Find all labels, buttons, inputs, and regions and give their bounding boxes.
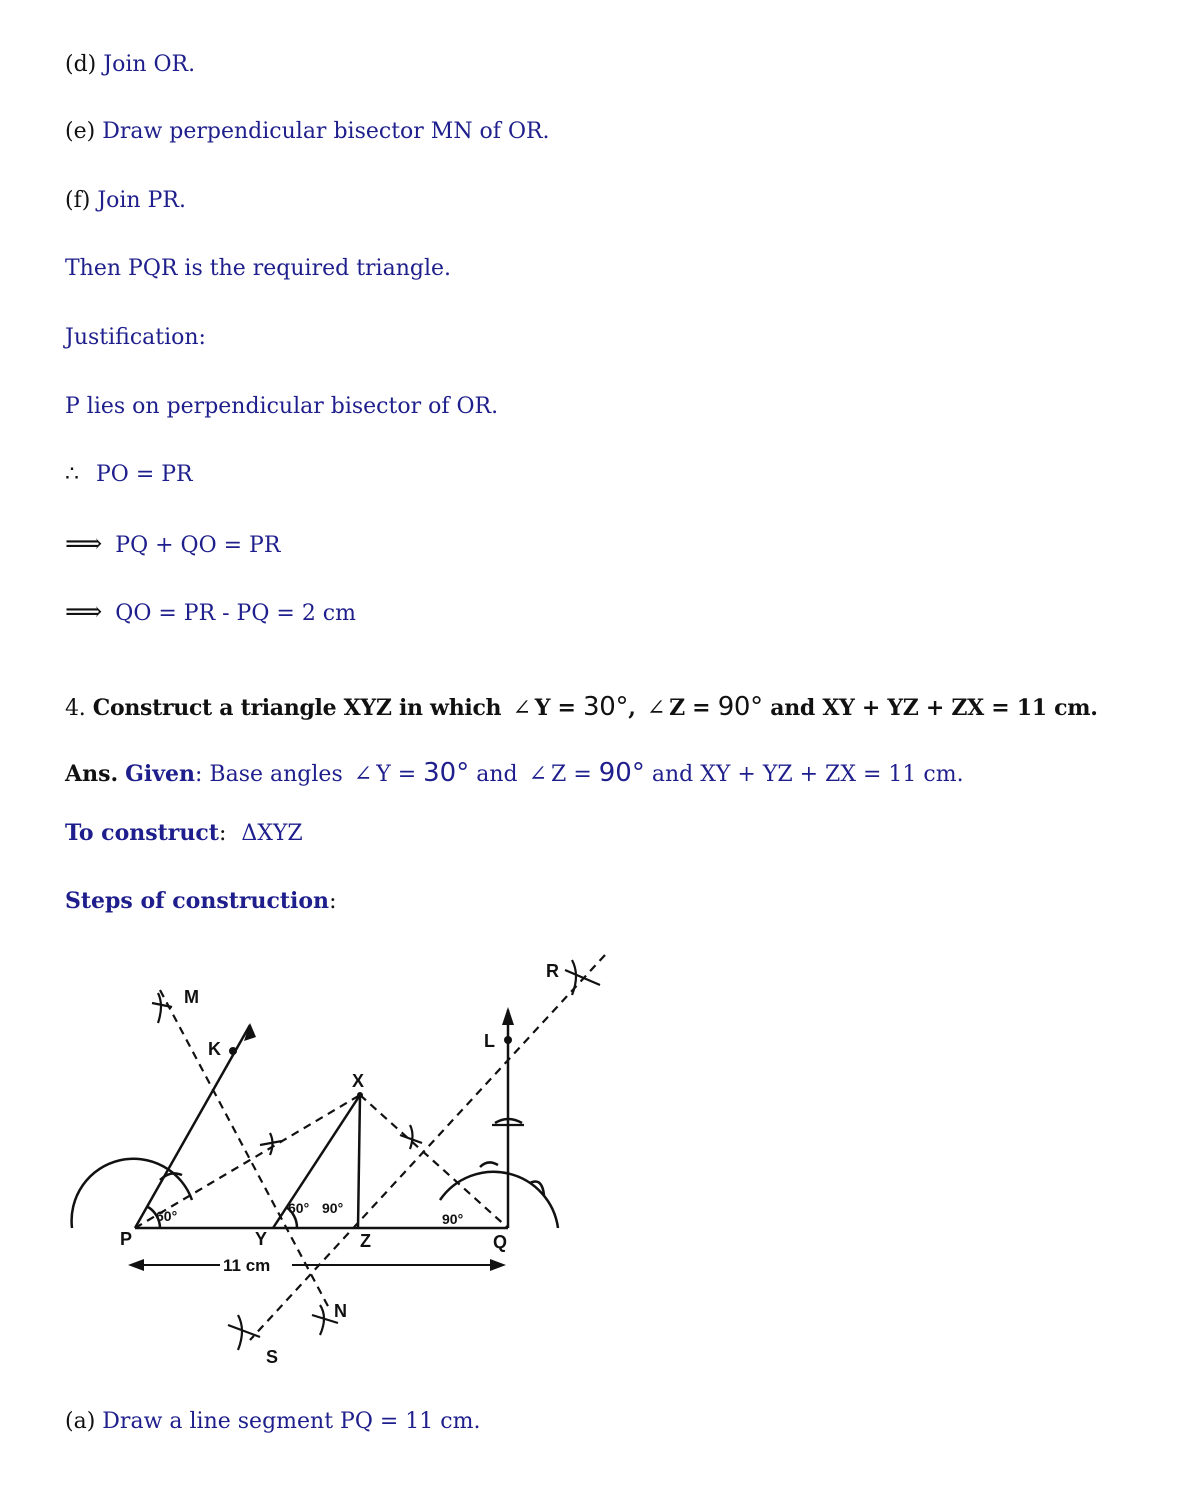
bisector-rs [250, 955, 605, 1340]
steps-heading-text: Steps of construction [65, 888, 330, 914]
and-text: and [476, 762, 518, 787]
angle-label-q: 90° [442, 1211, 464, 1227]
cross-mark [260, 1133, 282, 1155]
construction-figure [60, 945, 620, 1380]
angle-icon: ∠ [512, 696, 531, 721]
to-construct: To construct: ΔXYZ [65, 820, 303, 846]
answer-given [65, 758, 964, 790]
step-label: (f) [65, 188, 91, 213]
justification-line3 [65, 529, 280, 561]
point-k [229, 1047, 237, 1055]
step-a [65, 1407, 480, 1437]
dashed-xq [360, 1095, 508, 1228]
given-text-a: : Base angles [195, 762, 343, 787]
given-label: Given [125, 761, 196, 787]
ans-label: Ans. [65, 761, 119, 787]
arc-mark [480, 1162, 498, 1167]
step-text: Draw perpendicular bisector MN of OR. [102, 119, 550, 144]
equation: QO = PR - PQ = 2 cm [115, 601, 356, 626]
angle-label-y: 60° [288, 1200, 310, 1216]
length-label: 11 cm [223, 1256, 271, 1275]
justification-line1: P lies on perpendicular bisector of OR. [65, 394, 499, 419]
step-text: Draw a line segment PQ = 11 cm. [102, 1409, 481, 1434]
equation: PO = PR [96, 462, 193, 487]
justification-heading: Justification: [65, 325, 206, 350]
label-l: L [484, 1031, 495, 1051]
implies-arrow-icon: ⟹ [65, 597, 103, 627]
step-text: Join PR. [97, 188, 186, 213]
justification-line2 [65, 460, 193, 490]
step-d [65, 50, 195, 80]
question-text-a: Construct a triangle XYZ in which [92, 695, 502, 721]
step-label: (d) [65, 52, 97, 77]
angle-icon: ∠ [528, 762, 548, 787]
given-text-b: and XY + YZ + ZX = 11 cm. [651, 762, 964, 787]
label-r: R [546, 961, 559, 981]
question-number: 4. [65, 696, 86, 721]
justification-line4 [65, 597, 356, 629]
label-p: P [120, 1229, 133, 1249]
conclusion: Then PQR is the required triangle. [65, 256, 452, 281]
label-s: S [266, 1347, 279, 1367]
cross-mark [400, 1125, 422, 1149]
angle-label-p: 60° [156, 1208, 178, 1224]
arrowhead-l [502, 1007, 514, 1025]
step-e [65, 117, 550, 147]
label-k: K [208, 1039, 221, 1059]
y-value: 30° [423, 758, 470, 788]
z-value: 90° [598, 758, 645, 788]
y-label: Y = [534, 695, 576, 721]
steps-heading [65, 886, 336, 917]
point-x [357, 1092, 363, 1098]
to-construct-value: XYZ [257, 821, 303, 846]
implies-arrow-icon: ⟹ [65, 529, 103, 559]
step-f [65, 186, 186, 216]
step-label: (a) [65, 1409, 96, 1434]
label-m: M [184, 987, 199, 1007]
label-n: N [334, 1301, 347, 1321]
label-x: X [352, 1071, 365, 1091]
angle-label-z: 90° [322, 1200, 344, 1216]
z-value: 90° [717, 692, 763, 722]
z-label: Z = [551, 762, 592, 787]
angle-icon: ∠ [353, 762, 373, 787]
equation: PQ + QO = PR [115, 533, 281, 558]
cross-mark-s [228, 1315, 260, 1350]
label-z: Z [360, 1231, 371, 1251]
therefore-symbol: ∴ [65, 462, 79, 487]
triangle-icon: Δ [241, 821, 258, 846]
question-text-b: and XY + YZ + ZX = 11 cm. [770, 695, 1098, 721]
angle-icon: ∠ [646, 696, 666, 721]
step-text: Join OR. [103, 52, 196, 77]
side-xz [358, 1095, 360, 1228]
y-label: Y = [376, 762, 417, 787]
question-4: 4. Construct a triangle XYZ in which ∠ Y = 30°, ∠ Z = 90° and XY + YZ + ZX = 11 cm. [65, 692, 1098, 722]
to-construct-label: To construct [65, 820, 219, 846]
colon: : [329, 889, 337, 914]
point-l [504, 1036, 512, 1044]
y-value: 30° [583, 692, 629, 722]
z-label: Z = [669, 695, 711, 721]
step-label: (e) [65, 119, 96, 144]
label-q: Q [493, 1232, 508, 1252]
label-y: Y [255, 1229, 268, 1249]
